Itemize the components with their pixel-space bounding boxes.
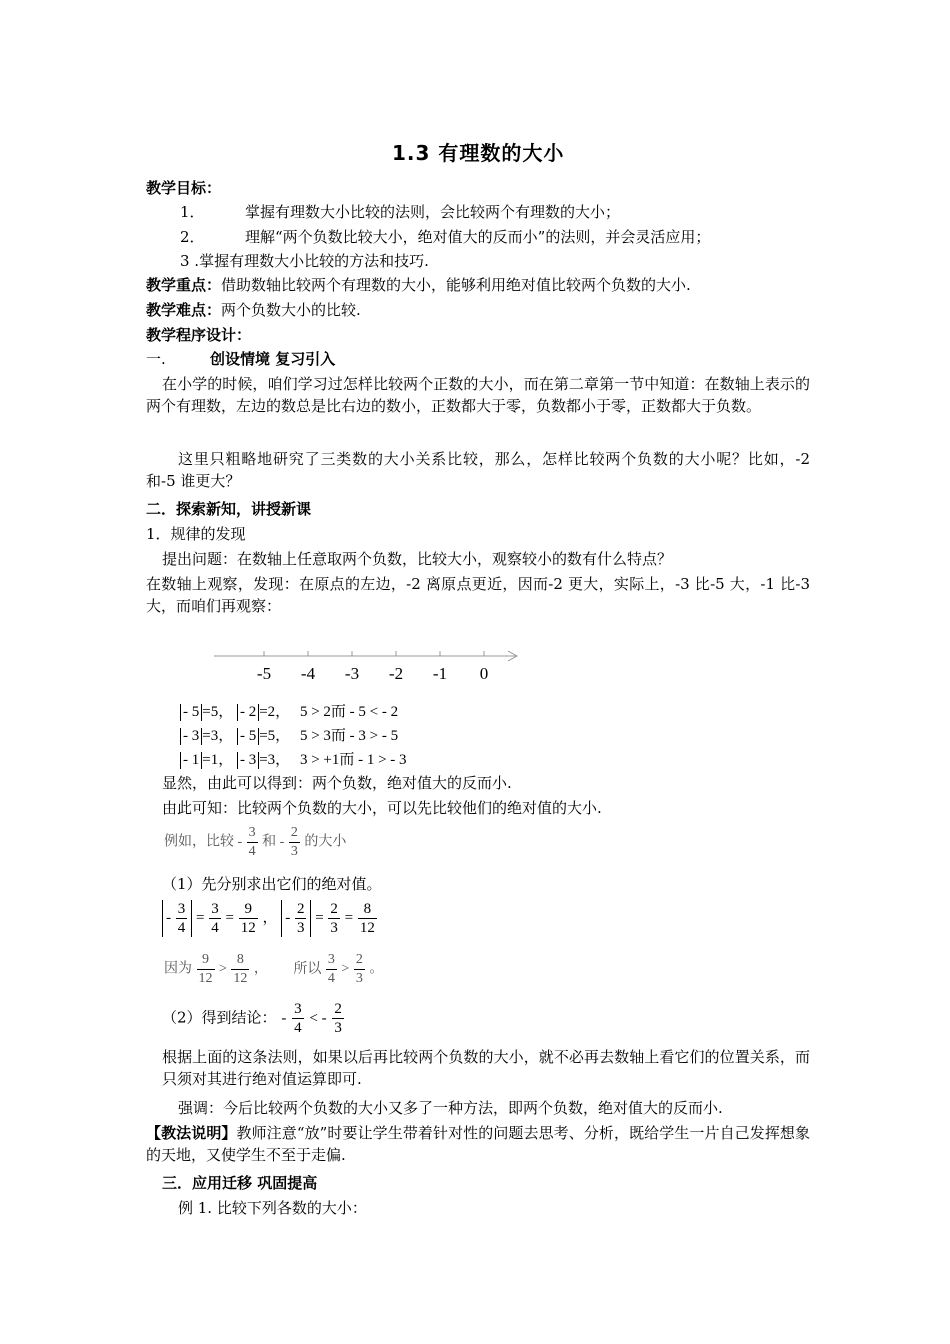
difficulty-text: 两个负数大小的比较. (221, 301, 361, 319)
comparison: 3 > +1而 - 1 > - 3 (299, 752, 407, 768)
key-point-text: 借助数轴比较两个有理数的大小，能够利用绝对值比较两个负数的大小. (221, 276, 691, 294)
fraction (326, 951, 337, 988)
numerator: 2 (289, 824, 300, 843)
teaching-note-text: 教师注意“放”时要让学生带着针对性的问题去思考、分析，既给学生一片自己发挥想象的天地，又使学生不至于走偏. (146, 1124, 810, 1164)
section1-num: 一. (146, 350, 166, 368)
denominator: 12 (240, 920, 256, 936)
fraction (247, 824, 258, 861)
denominator: 4 (294, 1020, 302, 1036)
denominator: 12 (198, 971, 213, 986)
fraction (332, 1000, 344, 1037)
key-point-label: 教学重点： (146, 276, 222, 294)
fraction (354, 951, 365, 988)
abs-result: =5， (202, 704, 234, 720)
denominator: 4 (248, 844, 256, 859)
objective-text: 掌握有理数大小比较的法则，会比较两个有理数的大小； (245, 203, 621, 221)
objective-text: 3 .掌握有理数大小比较的方法和技巧. (180, 252, 429, 270)
objectives-heading: 教学目标： (146, 179, 222, 197)
abs-value: - 3 (180, 728, 202, 745)
abs-result: =5， (259, 728, 291, 744)
step1-text: （1）先分别求出它们的绝对值。 (162, 875, 382, 893)
denominator: 3 (296, 920, 305, 936)
abs-value: - 3 (237, 752, 259, 769)
abs-value: - 1 (180, 752, 202, 769)
abs-result: =2， (259, 704, 291, 720)
numerator: 2 (296, 901, 305, 917)
observation-paragraph: 在数轴上观察，发现：在原点的左边，-2 离原点更近，因而-2 更大，实际上，-3 比-5 大，-1 比-3 大，而咱们再观察： (146, 575, 810, 615)
comparison: 5 > 2而 - 5 < - 2 (299, 704, 399, 720)
fraction (292, 1000, 304, 1037)
abs-row (180, 748, 407, 769)
numerator: 3 (211, 901, 219, 917)
numerator: 8 (231, 951, 249, 970)
number-line-label: -1 (432, 664, 448, 683)
key-point (146, 274, 691, 296)
numerator: 2 (334, 1001, 342, 1017)
fraction (209, 900, 221, 937)
numerator: 2 (330, 901, 338, 917)
abs-result: =1， (202, 752, 234, 768)
numerator: 3 (294, 1001, 302, 1017)
objective-num: 2． (180, 228, 205, 246)
denominator: 3 (334, 1020, 342, 1036)
fraction (239, 900, 258, 937)
fraction (197, 951, 215, 988)
gt-sign: > (341, 961, 350, 977)
denominator: 3 (355, 971, 363, 986)
page-title: 1.3 有理数的大小 (392, 141, 565, 165)
intro-paragraph: 在小学的时候，咱们学习过怎样比较两个正数的大小，而在第二章第一节中知道：在数轴上表示的两个有理数，左边的数总是比右边的数小，正数都大于零，负数都小于零，正数都大于负数。 (146, 375, 810, 415)
fraction (231, 951, 249, 988)
teaching-note (146, 1122, 810, 1166)
because-line (164, 951, 383, 988)
number-line-label: -4 (300, 664, 316, 683)
denominator: 4 (211, 920, 219, 936)
numerator: 8 (358, 900, 377, 919)
example-and: 和 - (262, 834, 285, 850)
abs-row (180, 700, 398, 721)
equals-sign: = (196, 909, 205, 926)
example-line (164, 824, 346, 861)
section1-title: 创设情境 复习引入 (210, 350, 336, 368)
objective-text: 理解“两个负数比较大小，绝对值大的反而小”的法则，并会灵活应用； (245, 228, 711, 246)
rule-paragraph: 根据上面的这条法则，如果以后再比较两个负数的大小，就不必再去数轴上看它们的位置关系，而只须对其进行绝对值运算即可. (162, 1048, 810, 1088)
abs-result: =3， (259, 752, 291, 768)
denominator: 12 (359, 920, 375, 936)
design-heading: 教学程序设计： (146, 326, 252, 344)
fraction (289, 824, 300, 861)
conclusion-text: 由此可知：比较两个负数的大小，可以先比较他们的绝对值的大小. (162, 799, 602, 817)
comparison: 5 > 3而 - 3 > - 5 (299, 728, 399, 744)
lt-sign: < - (309, 1010, 327, 1027)
because-label: 因为 (164, 961, 192, 977)
minus-sign: - (285, 909, 291, 926)
objective-num: 1． (180, 203, 205, 221)
section3-title: 三．应用迁移 巩固提高 (162, 1174, 318, 1192)
difficulty-label: 教学难点： (146, 301, 222, 319)
minus-sign: - (166, 909, 171, 926)
number-line-label: -3 (344, 664, 360, 683)
number-line-label: -5 (256, 664, 272, 683)
numerator: 9 (197, 951, 215, 970)
fraction (358, 900, 377, 937)
comma: ， (253, 961, 268, 977)
intro-question: 这里只粗略地研究了三类数的大小关系比较，那么，怎样比较两个负数的大小呢？比如，-2 和-5 谁更大？ (146, 450, 810, 490)
so-label: 所以 (293, 961, 322, 977)
denominator: 3 (290, 844, 298, 859)
subsection-title: 1．规律的发现 (146, 525, 246, 543)
number-line (210, 642, 530, 688)
denominator: 4 (177, 920, 186, 936)
example-suffix: 的大小 (304, 834, 347, 850)
numerator: 3 (247, 824, 258, 843)
section2-title: 二．探索新知，讲授新课 (146, 500, 312, 518)
abs-result: =3， (202, 728, 234, 744)
fraction (328, 900, 340, 937)
period: 。 (369, 961, 384, 977)
abs-value: - 2 (237, 704, 259, 721)
conclusion-text: 显然，由此可以得到：两个负数，绝对值大的反而小. (162, 774, 512, 792)
number-line-label: 0 (479, 664, 489, 683)
denominator: 12 (233, 971, 248, 986)
numerator: 9 (239, 900, 258, 919)
numerator: 3 (326, 951, 337, 970)
fraction (176, 900, 188, 937)
difficulty (146, 299, 361, 321)
gt-sign: > (219, 961, 227, 977)
comma: ， (262, 909, 278, 926)
example-prefix: 例如，比较 - (164, 834, 243, 850)
step2-label: （2）得到结论： (162, 1008, 277, 1027)
numerator: 2 (354, 951, 365, 970)
abs-row (180, 724, 398, 745)
abs-fraction (281, 900, 311, 937)
denominator: 4 (327, 971, 335, 986)
fraction (295, 900, 307, 937)
equals-sign: = (315, 909, 324, 926)
emphasis-text: 强调：今后比较两个负数的大小又多了一种方法，即两个负数，绝对值大的反而小. (178, 1099, 723, 1117)
denominator: 3 (330, 920, 338, 936)
numerator: 3 (177, 901, 186, 917)
minus-sign: - (281, 1010, 287, 1027)
equals-sign: = (344, 909, 354, 926)
teaching-note-label: 【教法说明】 (146, 1124, 237, 1142)
abs-value: - 5 (180, 704, 202, 721)
number-line-label: -2 (388, 664, 404, 683)
abs-fraction (162, 900, 192, 937)
abs-value: - 5 (237, 728, 259, 745)
question-text: 提出问题：在数轴上任意取两个负数，比较大小，观察较小的数有什么特点？ (162, 550, 673, 568)
abs-calculation (162, 900, 378, 937)
step2-line (162, 1000, 345, 1037)
equals-sign: = (225, 909, 234, 926)
example1-text: 例 1. 比较下列各数的大小： (178, 1199, 367, 1217)
